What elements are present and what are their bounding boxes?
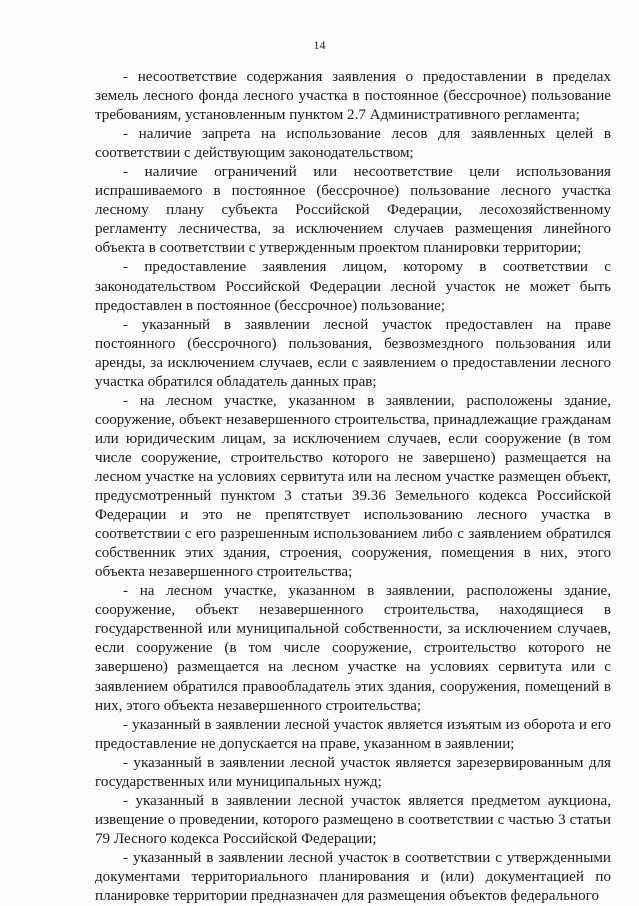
paragraph-2: - наличие запрета на использование лесов для заявленных целей в соответствии с действующим законодательством; [95, 126, 611, 162]
paragraph-11: - указанный в заявлении лесной участок в соответствии с утвержденными документами территориального планирования и (или) документацией по планировке территории предназначен для размещения объектов федерального [95, 849, 611, 905]
paragraph-4: - предоставление заявления лицом, которому в соответствии с законодательством Российской Федерации лесной участок не может быть предоставлен в постоянное (бессрочное) пользование; [95, 259, 611, 314]
paragraph-5: - указанный в заявлении лесной участок предоставлен на праве постоянного (бессрочного) пользования, безвозмездного пользования или аренды, за исключением случаев, если с заявлением о предоставлении лесного участка обратился обладатель данных прав; [95, 316, 611, 390]
paragraph-3: - наличие ограничений или несоответствие цели использования испрашиваемого в постоянное (бессрочное) пользование лесного участка лесному плану субъекта Российской Федерации, лесохозяйственному регламенту лесничества, за исключением случаев размещения линейного объекта в соответствии с утвержденным проектом планировки территории; [95, 164, 611, 257]
page-number: 14 [313, 38, 326, 52]
paragraph-1: - несоответствие содержания заявления о предоставлении в пределах земель лесного фонда лесного участка в постоянное (бессрочное) пользование требованиям, установленным пунктом 2.7 Административного регламента; [95, 69, 611, 124]
paragraph-8: - указанный в заявлении лесной участок является изъятым из оборота и его предоставление не допускается на праве, указанном в заявлении; [95, 716, 611, 752]
paragraph-7: - на лесном участке, указанном в заявлении, расположены здание, сооружение, объект незавершенного строительства, находящиеся в государственной или муниципальной собственности, за исключением случаев, если сооружение (в том числе сооружение, строительство которого не завершено) размещается на лесном участке на условиях сервитута или с заявлением обратился правообладатель этих здания, сооружения, помещений в них, этого объекта незавершенного строительства; [95, 583, 611, 714]
paragraph-6: - на лесном участке, указанном в заявлении, расположены здание, сооружение, объект незавершенного строительства, принадлежащие гражданам или юридическим лицам, за исключением случаев, если сооружение (в том числе сооружение, строительство которого не завершено) размещается на лесном участке на условиях сервитута или на лесном участке размещен объект, предусмотренный пунктом 3 статьи 39.36 Земельного кодекса Российской Федерации и это не препятствует использованию лесного участка в соответствии с его разрешенным использованием либо с заявлением обратился собственник этих здания, строения, сооружения, помещения в них, этого объекта незавершенного строительства; [95, 392, 611, 581]
document-body [95, 68, 611, 906]
paragraph-9: - указанный в заявлении лесной участок является зарезервированным для государственных или муниципальных нужд; [95, 754, 611, 790]
paragraph-10: - указанный в заявлении лесной участок является предметом аукциона, извещение о проведении, которого размещено в соответствии с частью 3 статьи 79 Лесного кодекса Российской Федерации; [95, 792, 611, 847]
